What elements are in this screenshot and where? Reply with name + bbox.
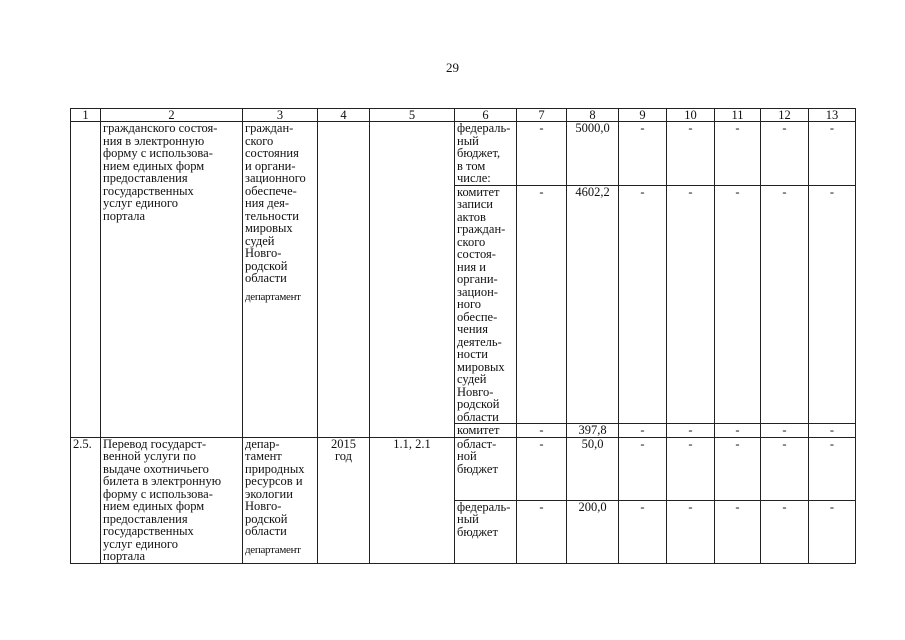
funding-source-line: состоя- — [457, 247, 496, 261]
funding-source-line: области — [457, 409, 499, 424]
col-13: - — [809, 122, 856, 186]
funding-source-line: бюджет — [457, 524, 498, 539]
col-7: - — [517, 185, 567, 424]
col-8-amount: 5000,0 — [567, 122, 619, 186]
executor-line: мировых — [245, 221, 293, 235]
measure-name-line: портала — [103, 208, 146, 223]
col-10: - — [667, 500, 715, 563]
header-col-10: 10 — [667, 109, 715, 122]
measure-name-line: Перевод государст- — [103, 437, 207, 451]
funding-source-line: комитет — [457, 423, 500, 437]
executor-note: департамент — [245, 290, 301, 303]
col-8-amount: 50,0 — [567, 437, 619, 500]
measure-name-line: услуг единого — [103, 196, 178, 210]
col-11: - — [715, 437, 761, 500]
measure-name — [101, 437, 243, 563]
col-12: - — [761, 424, 809, 438]
funding-source — [455, 500, 517, 563]
executor-line: тельности — [245, 208, 299, 223]
funding-source-line: граждан- — [457, 222, 506, 236]
executor-line: состояния — [245, 146, 299, 160]
funding-source-line: ной — [457, 449, 477, 463]
funding-source-line: мировых — [457, 359, 505, 374]
term — [318, 122, 370, 438]
header-col-8: 8 — [567, 109, 619, 122]
executor-line: тамент — [245, 449, 282, 463]
header-col-2: 2 — [101, 109, 243, 122]
col-12: - — [761, 122, 809, 186]
executor-line: граждан- — [245, 121, 294, 135]
executor-line: судей — [245, 233, 275, 248]
col-12: - — [761, 437, 809, 500]
funding-source-line: ности — [457, 347, 488, 361]
measure-name-line: билета в электронную — [103, 474, 222, 488]
measure-name-line: форму с использова- — [103, 486, 213, 501]
funding-source-line: зацион- — [457, 284, 498, 299]
funding-source-line: числе: — [457, 171, 491, 185]
header-col-9: 9 — [619, 109, 667, 122]
funding-source-line: чения — [457, 322, 488, 336]
executor — [243, 437, 318, 563]
header-col-4: 4 — [318, 109, 370, 122]
funding-source-line: органи- — [457, 272, 498, 286]
col-7: - — [517, 500, 567, 563]
col-12: - — [761, 500, 809, 563]
measure-name-line: венной услуги по — [103, 449, 196, 463]
col-10: - — [667, 424, 715, 438]
funding-source — [455, 437, 517, 500]
target-indicator — [370, 122, 455, 438]
measure-name-line: портала — [103, 549, 146, 563]
executor-line: родской — [245, 511, 288, 526]
col-8-amount: 397,8 — [567, 424, 619, 438]
funding-source — [455, 424, 517, 438]
col-9: - — [619, 122, 667, 186]
col-10: - — [667, 185, 715, 424]
col-13: - — [809, 500, 856, 563]
funding-source-line: федераль- — [457, 121, 511, 135]
header-col-1: 1 — [71, 109, 101, 122]
measure-name-line: предоставления — [103, 511, 188, 526]
executor-line: ния дея- — [245, 196, 290, 210]
funding-source-line: ного — [457, 297, 482, 311]
header-col-6: 6 — [455, 109, 517, 122]
measure-name-line: гражданского состоя- — [103, 121, 218, 135]
col-13: - — [809, 185, 856, 424]
executor-line: родской — [245, 258, 288, 273]
program-table — [70, 108, 856, 564]
header-col-3: 3 — [243, 109, 318, 122]
measure-name-line: нием единых форм — [103, 499, 205, 513]
executor-line: экологии — [245, 486, 293, 501]
funding-source-line: бюджет, — [457, 146, 501, 160]
header-col-7: 7 — [517, 109, 567, 122]
col-7: - — [517, 437, 567, 500]
col-10: - — [667, 437, 715, 500]
term-line: год — [334, 449, 353, 463]
funding-source-line: Новго- — [457, 384, 494, 399]
funding-source-line: обеспе- — [457, 309, 498, 324]
measure-name-line: нием единых форм — [103, 158, 205, 173]
funding-source — [455, 122, 517, 186]
funding-source-line: комитет — [457, 185, 500, 199]
measure-name-line: государственных — [103, 183, 194, 198]
executor-line: зационного — [245, 171, 306, 185]
col-8-amount: 4602,2 — [567, 185, 619, 424]
col-8-amount: 200,0 — [567, 500, 619, 563]
header-col-13: 13 — [809, 109, 856, 122]
funding-source-line: ния и — [457, 259, 486, 274]
table-row — [71, 122, 856, 186]
measure-name — [101, 122, 243, 438]
measure-name-line: услуг единого — [103, 536, 178, 551]
measure-name-line: выдаче охотничьего — [103, 461, 209, 476]
row-number — [71, 122, 101, 438]
executor-line: обеспече- — [245, 183, 297, 198]
measure-name-line: форму с использова- — [103, 146, 213, 160]
col-11: - — [715, 122, 761, 186]
col-11: - — [715, 424, 761, 438]
measure-name-line: государственных — [103, 524, 194, 538]
funding-source-line: област- — [457, 437, 497, 451]
executor-line: Новго- — [245, 246, 282, 260]
executor-note: департамент — [245, 543, 301, 556]
executor-line: области — [245, 271, 287, 285]
executor-line: ресурсов и — [245, 474, 303, 488]
executor-line: депар- — [245, 437, 280, 451]
executor — [243, 122, 318, 438]
col-13: - — [809, 437, 856, 500]
col-12: - — [761, 185, 809, 424]
term-line: 2015 — [331, 437, 356, 451]
funding-source-line: ный — [457, 133, 479, 148]
funding-source-line: судей — [457, 372, 487, 386]
col-9: - — [619, 424, 667, 438]
col-9: - — [619, 437, 667, 500]
col-9: - — [619, 500, 667, 563]
funding-source-line: ского — [457, 234, 486, 249]
measure-name-line: предоставления — [103, 171, 188, 185]
funding-source-line: в том — [457, 158, 486, 173]
funding-source-line: записи — [457, 197, 493, 211]
row-number: 2.5. — [71, 437, 101, 563]
term — [318, 437, 370, 563]
col-9: - — [619, 185, 667, 424]
page-number: 29 — [446, 60, 459, 75]
executor-line: Новго- — [245, 499, 282, 513]
table-row — [71, 437, 856, 500]
funding-source-line: федераль- — [457, 500, 511, 514]
col-7: - — [517, 122, 567, 186]
header-col-5: 5 — [370, 109, 455, 122]
executor-line: области — [245, 524, 287, 538]
col-11: - — [715, 500, 761, 563]
col-10: - — [667, 122, 715, 186]
funding-source-line: деятель- — [457, 334, 502, 349]
funding-source — [455, 185, 517, 424]
funding-source-line: родской — [457, 397, 500, 411]
col-13: - — [809, 424, 856, 438]
executor-line: и органи- — [245, 158, 296, 173]
col-7: - — [517, 424, 567, 438]
measure-name-line: ния в электронную — [103, 133, 205, 148]
funding-source-line: бюджет — [457, 461, 498, 476]
header-col-11: 11 — [715, 109, 761, 122]
funding-source-line: ный — [457, 512, 479, 526]
col-11: - — [715, 185, 761, 424]
executor-line: природных — [245, 461, 305, 476]
header-col-12: 12 — [761, 109, 809, 122]
executor-line: ского — [245, 133, 274, 148]
funding-source-line: актов — [457, 209, 486, 224]
target-indicator: 1.1, 2.1 — [370, 437, 455, 563]
